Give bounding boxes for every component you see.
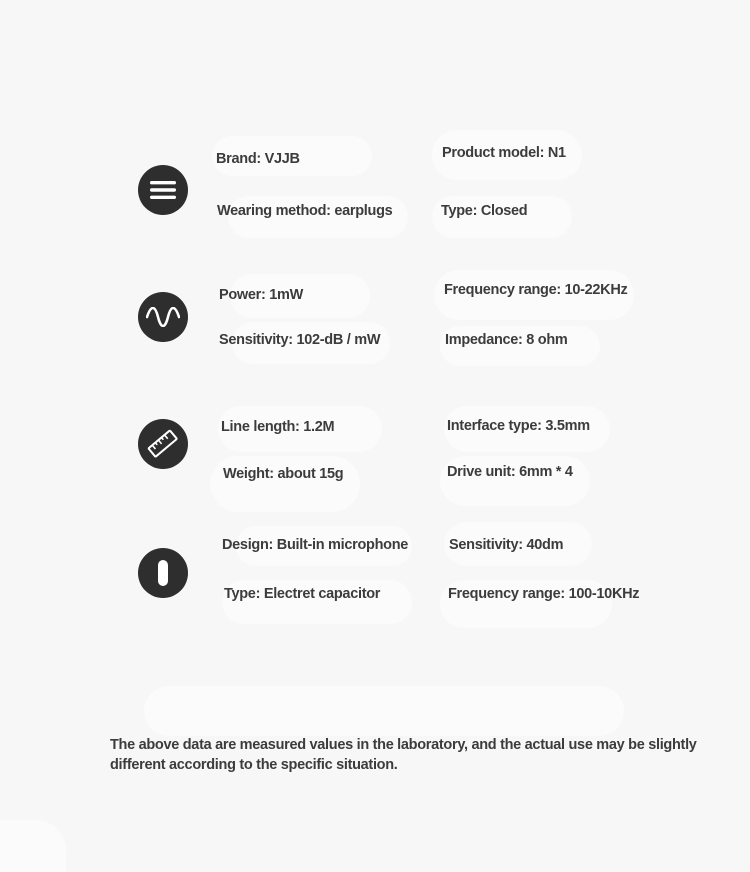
frequency-range-label: Frequency range: 10-22KHz: [444, 282, 628, 298]
highlight-blob: [0, 820, 66, 872]
drive-unit-label: Drive unit: 6mm * 4: [447, 464, 573, 480]
sound-wave-icon: [138, 292, 188, 342]
mic-frequency-range-label: Frequency range: 100-10KHz: [448, 586, 640, 602]
highlight-blob: [144, 686, 624, 736]
microphone-icon: [138, 548, 188, 598]
type-label: Type: Closed: [441, 203, 528, 219]
product-model-label: Product model: N1: [442, 145, 566, 161]
power-label: Power: 1mW: [219, 287, 304, 303]
mic-type-label: Type: Electret capacitor: [224, 586, 381, 602]
line-length-label: Line length: 1.2M: [221, 419, 335, 435]
interface-type-label: Interface type: 3.5mm: [447, 418, 590, 434]
weight-label: Weight: about 15g: [223, 466, 344, 482]
impedance-label: Impedance: 8 ohm: [445, 332, 568, 348]
brand-label: Brand: VJJB: [216, 151, 300, 167]
menu-icon: [138, 165, 188, 215]
wearing-method-label: Wearing method: earplugs: [217, 203, 393, 219]
mic-sensitivity-label: Sensitivity: 40dm: [449, 537, 564, 553]
footnote-text: The above data are measured values in the laboratory, and the actual use may be slightly different according to the specific situation.: [110, 737, 697, 773]
highlight-blob: [210, 456, 360, 512]
design-label: Design: Built-in microphone: [222, 537, 409, 553]
sensitivity-label: Sensitivity: 102-dB / mW: [219, 332, 381, 348]
ruler-icon: [138, 419, 188, 469]
